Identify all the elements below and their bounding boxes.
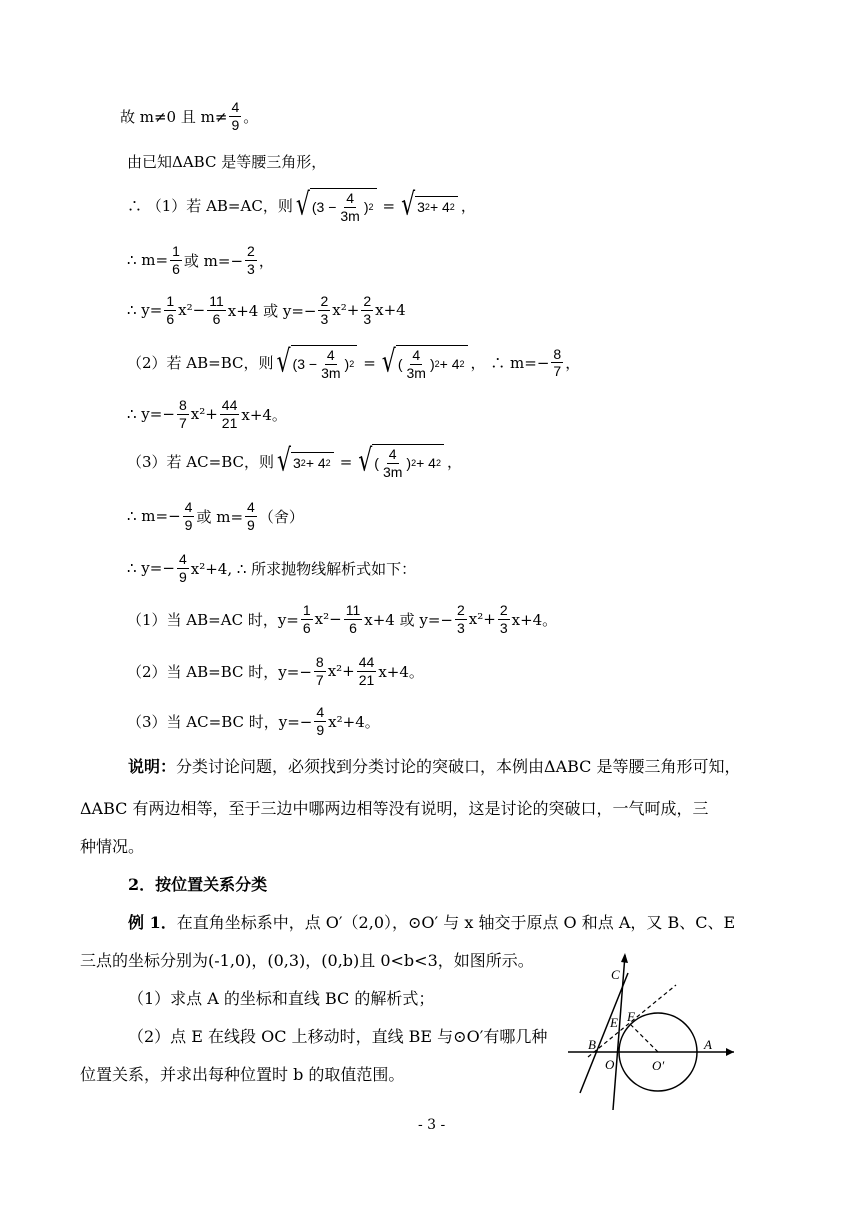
example-line-1: 例 1．在直角坐标系中，点 O′（2,0），⊙O′ 与 x 轴交于原点 O 和点 A，又 B、C、E [128, 913, 736, 932]
text: 。 [243, 107, 259, 126]
note-line-2: ΔABC 有两边相等，至于三边中哪两边相等没有说明，这是讨论的突破口，一气呵成，三 [80, 799, 709, 818]
line-6: （2）若 AB=BC，则 √ (3 − $\frac{4}{3m}$ ) 2 = √ ( $\frac{4}{3m}$ ) 2 + 4 2 ， ∴ m=− $\frac{8}{7}$ ， [127, 344, 581, 381]
example-label: 例 1． [128, 913, 177, 932]
line-2 [127, 151, 326, 172]
line-5: ∴ y= $\frac{1}{6}$ x²− $\frac{11}{6}$ x+4 或 y=− $\frac{2}{3}$ x²+ $\frac{2}{3}$ x+4 [127, 293, 406, 327]
label-b: B [588, 1037, 596, 1052]
text: 故 m≠0 且 m≠ [120, 107, 228, 126]
note-label: 说明： [128, 757, 177, 776]
line-4: ∴ m= $\frac{1}{6}$ 或 m=− $\frac{2}{3}$ ， [127, 243, 274, 277]
line-9: ∴ m=− $\frac{4}{9}$ 或 m= $\frac{4}{9}$ （舍） [127, 499, 304, 533]
note-line-1: 说明：分类讨论问题，必须找到分类讨论的突破口，本例由ΔABC 是等腰三角形可知， [128, 757, 741, 776]
line-bc [580, 973, 628, 1093]
line-12: （2）当 AB=BC 时，y=− $\frac{8}{7}$ x²+ $\frac{44}{21}$ x+4。 [127, 654, 424, 688]
label-e: E [610, 1015, 618, 1030]
question-2: （2）点 E 在线段 OC 上移动时，直线 BE 与⊙O′有哪几种 [128, 1027, 548, 1046]
line-1 [120, 100, 258, 132]
line-10: ∴ y=− $\frac{4}{9}$ x²+4, ∴ 所求抛物线解析式如下： [127, 551, 417, 585]
section-title: 2．按位置关系分类 [128, 875, 268, 894]
example-line-2: 三点的坐标分别为(-1,0)，(0,3)，(0,b)且 0<b<3，如图所示。 [80, 951, 534, 970]
label-c: C [611, 967, 620, 982]
sqrt-expression: √ 3 2 + 4 2 [401, 195, 458, 217]
text: ∴ （1）若 AB=AC，则 [127, 197, 293, 216]
label-o-prime: O′ [652, 1058, 665, 1073]
line-11: （1）当 AB=AC 时，y= $\frac{1}{6}$ x²− $\frac{11}{6}$ x+4 或 y=− $\frac{2}{3}$ x²+ $\frac{2}{3}$ x+4。 [127, 602, 558, 636]
line-7: ∴ y=− $\frac{8}{7}$ x²+ $\frac{44}{21}$ x+4。 [127, 397, 287, 431]
label-f: F [627, 1009, 635, 1024]
question-3: 位置关系，并求出每种位置时 b 的取值范围。 [80, 1065, 405, 1084]
page-number: - 3 - [418, 1117, 446, 1133]
y-axis-arrow [621, 953, 628, 963]
note-line-3: 种情况。 [80, 837, 145, 856]
line-3: ∴ （1）若 AB=AC，则 √ (3 − $\frac{4}{3m}$ ) 2 = √ 3 2 + 4 2 ， [127, 187, 476, 224]
line-8: （3）若 AC=BC，则 √ 3 2 + 4 2 = √ ( $\frac{4}{3m}$ ) 2 + 4 2 ， [127, 443, 462, 480]
label-o: O [605, 1057, 615, 1072]
fraction: $\frac{4}{9}$ [231, 99, 240, 133]
label-a: A [704, 1037, 712, 1052]
text: 由已知ΔABC 是等腰三角形， [127, 153, 327, 171]
radius-line [631, 1025, 658, 1052]
x-axis-arrow [726, 1048, 734, 1056]
geometry-figure [568, 945, 738, 1115]
question-1: （1）求点 A 的坐标和直线 BC 的解析式； [128, 989, 435, 1008]
sqrt-expression: √ (3 − $\frac{4}{3m}$ ) 2 [296, 188, 377, 223]
line-13: （3）当 AC=BC 时，y=− $\frac{4}{9}$ x²+4。 [127, 704, 380, 738]
